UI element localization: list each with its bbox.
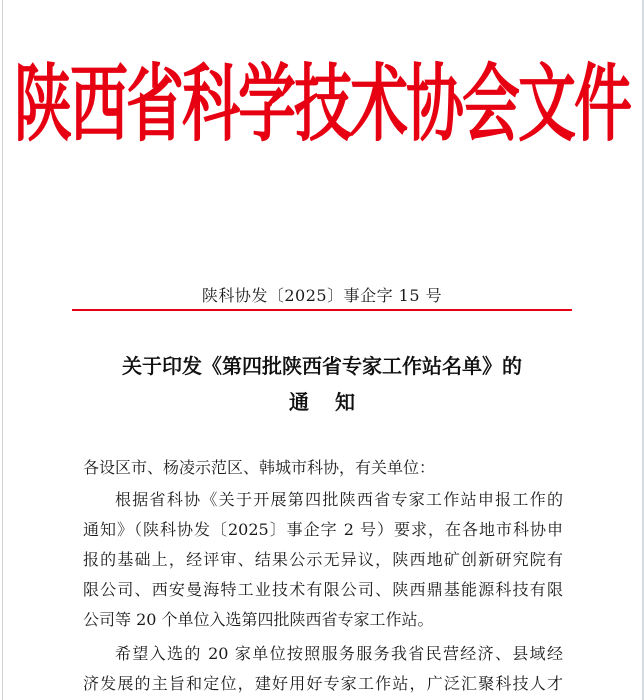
body-line-5: 公司等 20 个单位入选第四批陕西省专家工作站。 bbox=[83, 610, 434, 629]
body-line-6: 希望入选的 20 家单位按照服务服务我省民营经济、县域经 bbox=[115, 644, 563, 663]
body-line-1: 根据省科协《关于开展第四批陕西省专家工作站申报工作的 bbox=[115, 490, 563, 509]
document-title-line-2: 通知 bbox=[289, 390, 381, 414]
red-divider-rule bbox=[72, 309, 572, 311]
body-line-3: 报的基础上，经评审、结果公示无异议，陕西地矿创新研究院有 bbox=[83, 550, 563, 569]
body-line-7: 济发展的主旨和定位，建好用好专家工作站，广泛汇聚科技人才 bbox=[83, 674, 563, 693]
masthead-text: 陕西省科学技术协会文件 bbox=[13, 54, 630, 154]
salutation: 各设区市、杨凌示范区、韩城市科协，有关单位： bbox=[83, 458, 436, 477]
body-line-4: 限公司、西安曼海特工业技术有限公司、陕西鼎基能源科技有限 bbox=[83, 580, 563, 599]
document-masthead bbox=[0, 54, 644, 154]
document-number: 陕科协发〔2025〕事企字 15 号 bbox=[201, 286, 443, 305]
document-title-line-1: 关于印发《第四批陕西省专家工作站名单》的 bbox=[122, 354, 522, 378]
body-line-2: 通知》（陕科协发〔2025〕事企字 2 号）要求，在各地市科协申 bbox=[83, 520, 563, 539]
